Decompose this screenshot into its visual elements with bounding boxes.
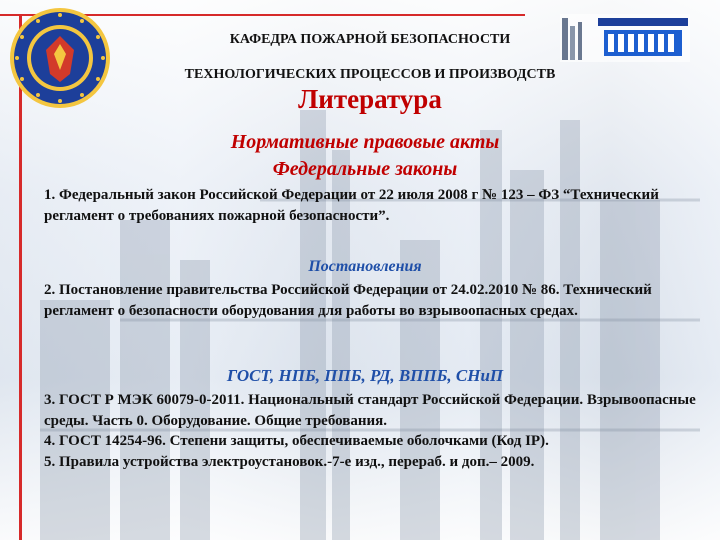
department-header-line1: КАФЕДРА ПОЖАРНОЙ БЕЗОПАСНОСТИ — [229, 32, 511, 47]
list-item: 2. Постановление правительства Российской Федерации от 24.02.2010 № 86. Технический регламент о безопасности оборудования для работы во взрывоопасных средах. — [44, 282, 652, 319]
slide-title: Литература — [298, 84, 442, 114]
subtitle-federal-laws: Федеральные законы — [272, 158, 458, 180]
list-item: 1. Федеральный закон Российской Федерации от 22 июля 2008 г № 123 – ФЗ “Технический регламент о требованиях пожарной безопасности”. — [44, 187, 659, 224]
department-header-line2: ТЕХНОЛОГИЧЕСКИХ ПРОЦЕССОВ И ПРОИЗВОДСТВ — [184, 67, 556, 82]
university-emblem-icon — [8, 6, 112, 110]
list-item: 3. ГОСТ Р МЭК 60079-0-2011. Национальный стандарт Российской Федерации. Взрывоопасные среды. Часть 0. Оборудование. Общие требования. — [44, 392, 696, 429]
institute-logo-icon — [560, 14, 690, 62]
section-heading-resolutions: Постановления — [308, 258, 422, 275]
subtitle-normative-acts: Нормативные правовые акты — [230, 131, 500, 153]
standards-list — [44, 390, 704, 472]
section-heading-standards: ГОСТ, НПБ, ППБ, РД, ВППБ, СНиП — [226, 366, 504, 385]
list-item: 4. ГОСТ 14254-96. Степени защиты, обеспечиваемые оболочками (Код IP). — [44, 433, 549, 449]
list-item: 5. Правила устройства электроустановок.-7-е изд., перераб. и доп.– 2009. — [44, 453, 535, 470]
